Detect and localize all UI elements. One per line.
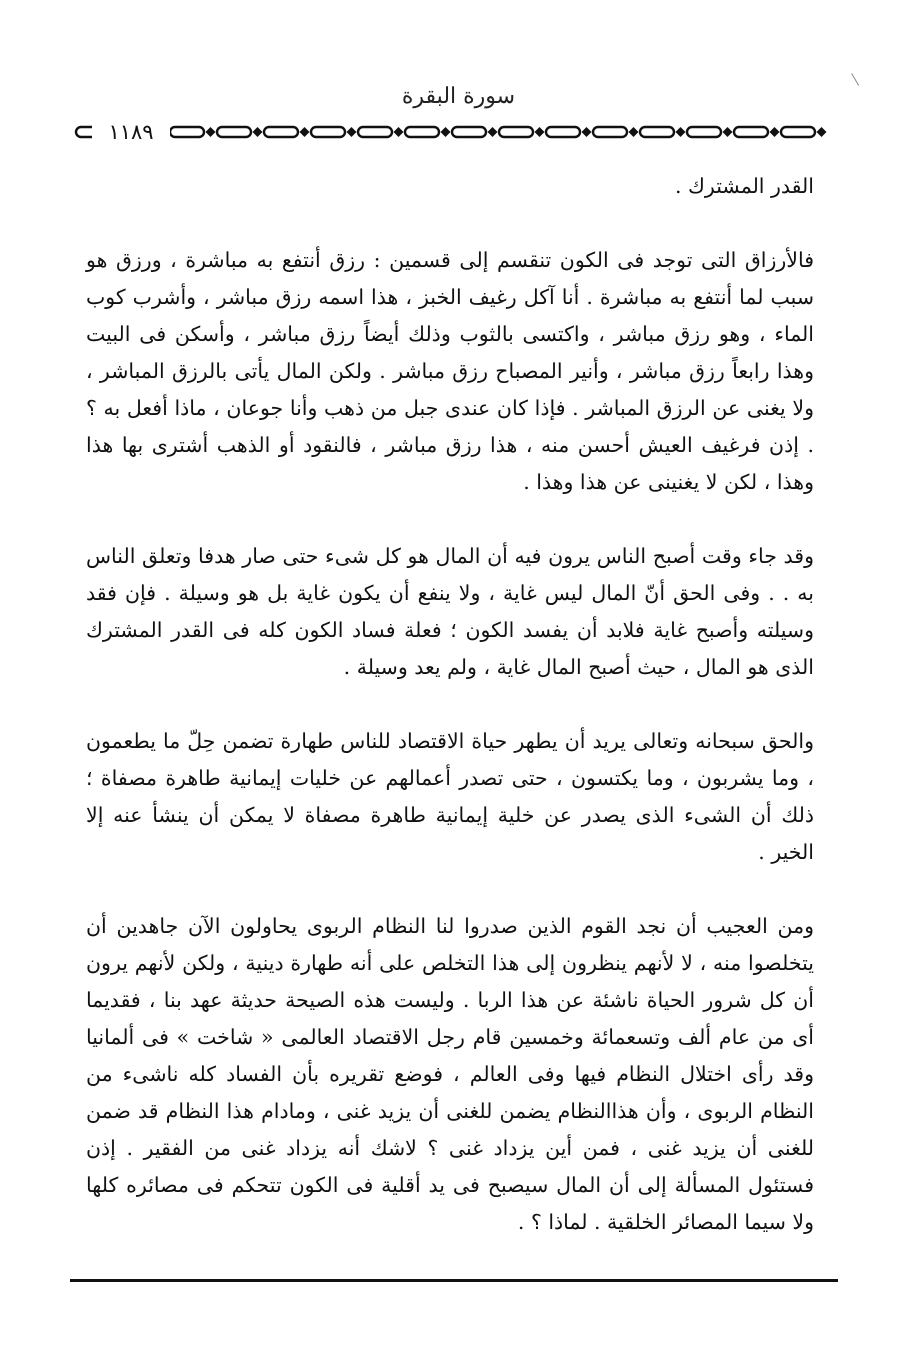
ornament-diamond	[817, 127, 827, 137]
ornament-diamond	[629, 127, 639, 137]
ornament-link	[311, 127, 345, 137]
ornament-diamond	[441, 127, 451, 137]
ornament-link	[358, 127, 392, 137]
ornament-link	[781, 127, 815, 137]
page-text-body	[86, 168, 814, 1278]
header-ornament-border	[72, 117, 839, 147]
ornament-diamond	[535, 127, 545, 137]
ornament-diamond	[488, 127, 498, 137]
ornament-link	[687, 127, 721, 137]
ornament-link	[593, 127, 627, 137]
ornament-link	[640, 127, 674, 137]
ornament-diamond	[347, 127, 357, 137]
paragraph-5: ومن العجيب أن نجد القوم الذين صدروا لنا النظام الربوى يحاولون الآن جاهدين أن يتخلصوا منه ، لا لأنهم ينظرون إلى هذا التخلص على أنه طهارة دينية ، ولكن لأنهم يرون أن كل شرور الحياة ناشئة عن هذا الربا . وليست هذه الصيحة حديثة عهد بنا ، فقديما أى من عام ألف وتسعمائة وخمسين قام رجل الاقتصاد العالمى « شاخت » فى ألمانيا وقد رأى اختلال النظام فيها وفى العالم ، فوضع تقريره بأن الفساد كله ناشىء من النظام الربوى ، وأن هذاالنظام يضمن للغنى أن يزيد غنى ، ومادام هذا النظام قد ضمن للغنى أن يزيد غنى ، فمن أين يزداد غنى ؟ لاشك أنه يزداد غنى من الفقير . إذن فستئول المسألة إلى أن المال سيصبح فى يد أقلية فى الكون تتحكم فى مصائره كلها ولا سيما المصائر الخلقية . لماذا ؟ .	[86, 914, 814, 1234]
paragraph-3: وقد جاء وقت أصبح الناس يرون فيه أن المال هو كل شىء حتى صار هدفا وتعلق الناس به . . وفى الحق أنّ المال ليس غاية ، ولا ينفع أن يكون غاية بل هو وسيلة . فإن فقد وسيلته وأصبح غاية فلابد أن يفسد الكون ؛ فعلة فساد الكون كله فى القدر المشترك الذى هو المال ، حيث أصبح المال غاية ، ولم يعد وسيلة .	[86, 544, 814, 679]
ornament-diamond	[676, 127, 686, 137]
ornament-diamond	[394, 127, 404, 137]
paragraph-1: القدر المشترك .	[675, 174, 814, 198]
ornament-link	[405, 127, 439, 137]
paragraph-2: فالأرزاق التى توجد فى الكون تنقسم إلى قسمين : رزق أنتفع به مباشرة ، ورزق هو سبب لما أنتفع به مباشرة . أنا آكل رغيف الخبز ، هذا اسمه رزق مباشر ، وأشرب كوب الماء ، وهو رزق مباشر ، واكتسى بالثوب وذلك أيضاً رزق مباشر ، وأسكن فى البيت وهذا رابعاً رزق مباشر ، وأنير المصباح رزق مباشر . ولكن المال يأتى بالرزق المباشر ، ولا يغنى عن الرزق المباشر . فإذا كان عندى جبل من ذهب وأنا جوعان ، ماذا أفعل به ؟ . إذن فرغيف العيش أحسن منه ، هذا رزق مباشر ، فالنقود أو الذهب أشترى بها هذا وهذا ، لكن لا يغنينى عن هذا وهذا .	[86, 248, 814, 494]
ornament-link	[264, 127, 298, 137]
ornament-link	[546, 127, 580, 137]
ornament-link	[734, 127, 768, 137]
page-number: ١١٨٩	[92, 117, 170, 147]
ornament-diamond	[770, 127, 780, 137]
paragraph-4: والحق سبحانه وتعالى يريد أن يطهر حياة الاقتصاد للناس طهارة تضمن حِلّ ما يطعمون ، وما يشربون ، وما يكتسون ، حتى تصدر أعمالهم عن خليات إيمانية طاهرة مصفاة ؛ ذلك أن الشىء الذى يصدر عن خلية إيمانية طاهرة مصفاة لا يمكن أن ينشأ عنه إلا الخير .	[86, 729, 814, 864]
footer-rule	[70, 1279, 838, 1282]
ornament-diamond	[723, 127, 733, 137]
ornament-link	[452, 127, 486, 137]
ornament-link	[170, 127, 204, 137]
ornament-link	[499, 127, 533, 137]
surah-title: سورة البقرة	[401, 84, 516, 109]
ornament-diamond	[582, 127, 592, 137]
ornament-diamond	[206, 127, 216, 137]
ornament-diamond	[300, 127, 310, 137]
ornament-diamond	[253, 127, 263, 137]
ornament-link	[217, 127, 251, 137]
